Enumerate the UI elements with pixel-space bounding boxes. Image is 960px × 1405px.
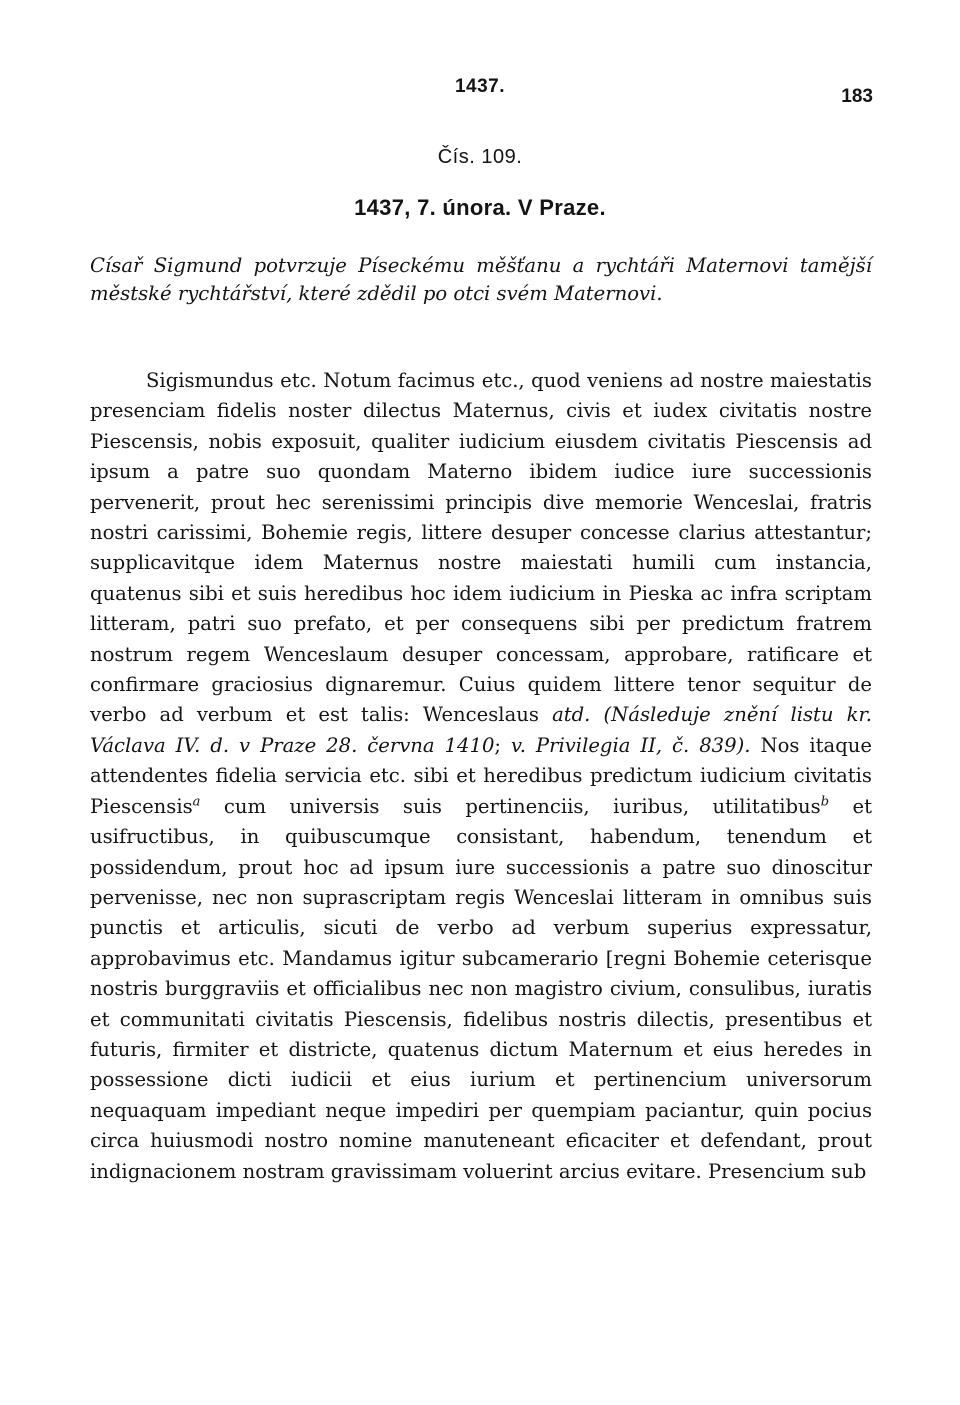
body-text-part-4: et usifructibus, in quibuscumque consistant, habendum, tenendum et possidendum, prout hoc ad ipsum iure successionis a patre suo dinoscitur pervenisse, nec non suprascriptam regis Wenceslai litteram in omnibus suis punctis et articulis, sicuti de verbo ad verbum superius expressatur, approbavimus etc. Mandamus igitur subcamerario [regni Bohemie ceterisque nostris burggraviis et officialibus nec non magistro civium, consulibus, iuratis et communitati civitatis Piescensis, fidelibus nostris dilectis, presentibus et futuris, firmiter et districte, quatenus dictum Maternum et eius heredes in possessione dicti iudicii et eius iurium et pertinencium universorum nequaquam impediant neque impediri per quempiam paciantur, quin pocius circa huiusmodi nostro nomine manuteneant eficaciter et defendant, prout indignacionem nostram gravissimam voluerint arcius evitare. Presencium sub — [90, 794, 872, 1183]
footnote-marker-a: a — [192, 794, 201, 810]
document-body — [90, 366, 872, 1187]
body-text-part-2: Nos itaque attendentes fidelia servicia etc. sibi et heredibus predictum iudicium civitatis Piescensis — [90, 733, 872, 818]
document-date-place: 1437, 7. února. V Praze. — [354, 195, 606, 220]
editorial-atd: atd. — [552, 703, 591, 727]
running-header-year: 1437. — [454, 76, 506, 97]
document-number: Čís. 109. — [437, 146, 523, 168]
editorial-note-reference: v. Privilegia II, č. 839). — [510, 733, 751, 757]
body-text-part-3: cum universis suis pertinenciis, iuribus, utilitatibus — [200, 794, 821, 818]
body-text-part-1: Sigismundus etc. Notum facimus etc., quod veniens ad nostre maiestatis presenciam fidelis noster dilectus Maternus, civis et iudex civitatis nostre Piescensis, nobis exposuit, qualiter iudicium eiusdem civitatis Piescensis ad ipsum a patre suo quondam Materno ibidem iudice iure successionis pervenerit, prout hec serenissimi principis dive memorie Wenceslai, fratris nostri carissimi, Bohemie regis, littere desuper concesse clarius attestantur; supplicavitque idem Maternus nostre maiestati humili cum instancia, quatenus sibi et suis heredibus hoc idem iudicium in Pieska ac infra scriptam litteram, patri suo prefato, et per consequens sibi per predictum fratrem nostrum regem Wenceslaum desuper concessam, approbare, ratificare et confirmare graciosius dignaremur. Cuius quidem littere tenor sequitur de verbo ad verbum et est talis: Wenceslaus — [90, 369, 872, 727]
regest-summary: Císař Sigmund potvrzuje Píseckému měšťanu a rychtáři Maternovi tamější městské rychtářství, které zdědil po otci svém Maternovi. — [90, 254, 872, 305]
footnote-marker-b: b — [820, 794, 830, 810]
page-number: 183 — [841, 86, 873, 107]
editorial-note-source: (Následuje znění listu kr. Václava IV. d. v Praze 28. června 1410 — [90, 703, 872, 757]
editorial-separator: ; — [494, 733, 511, 757]
